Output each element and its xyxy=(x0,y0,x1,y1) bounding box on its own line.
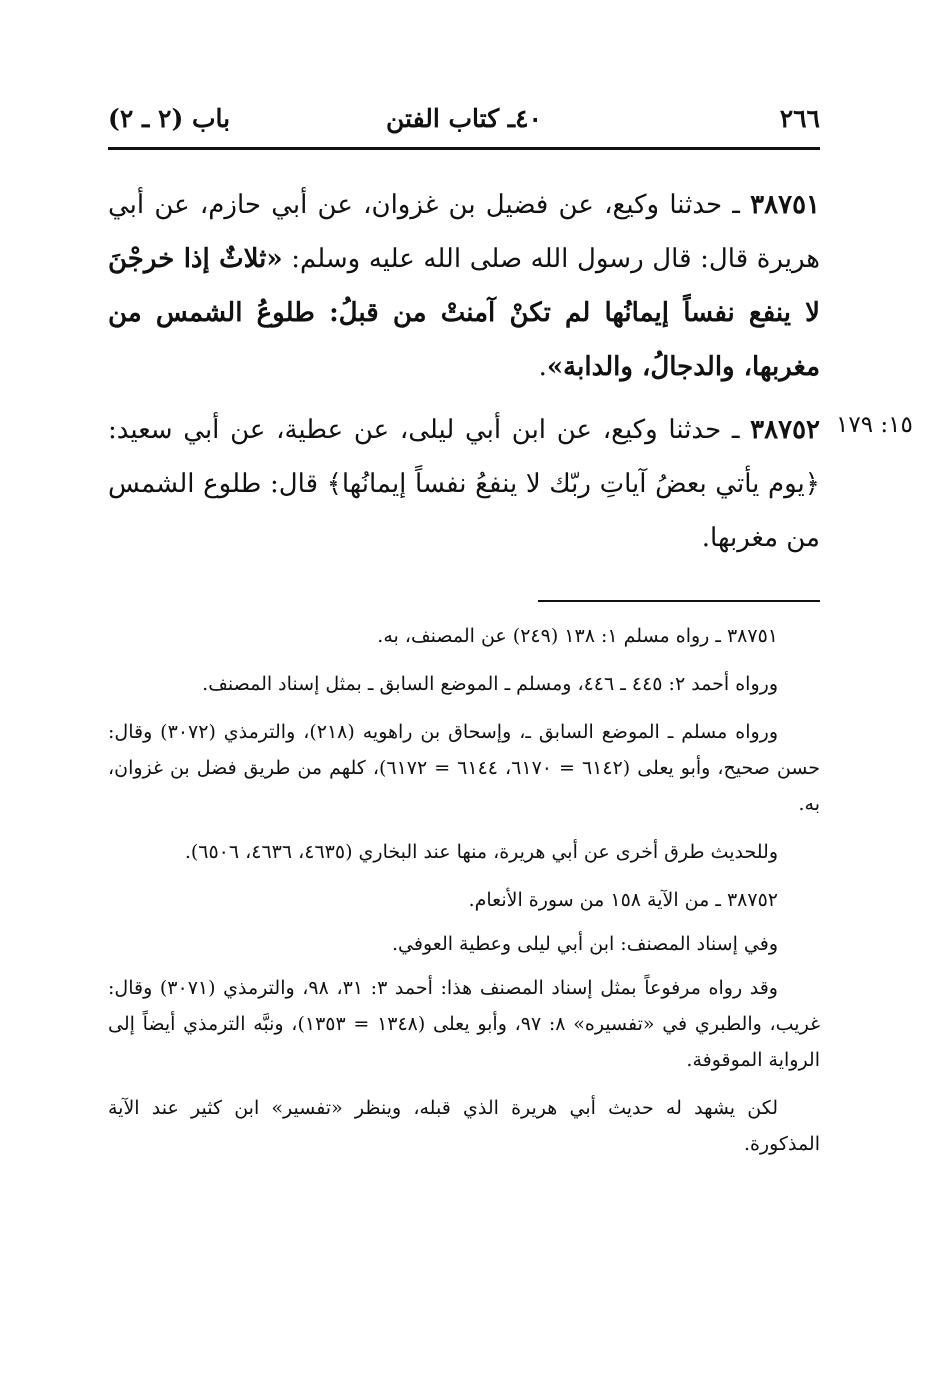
hadith-number: ٣٨٧٥٢ xyxy=(750,415,820,445)
footnote: لكن يشهد له حديث أبي هريرة الذي قبله، وينظر «تفسير» ابن كثير عند الآية المذكورة. xyxy=(108,1097,820,1155)
footnote: ورواه مسلم ـ الموضع السابق ـ، وإسحاق بن راهويه (٢١٨)، والترمذي (٣٠٧٢) وقال: حسن صحيح، وأبو يعلى (٦١٤٢ = ٦١٧٠، ٦١٤٤ = ٦١٧٢)، كلهم من طريق فضل بن غزوان، به. xyxy=(108,721,821,815)
footnote: وللحديث طرق أخرى عن أبي هريرة، منها عند البخاري (٤٦٣٥، ٤٦٣٦، ٦٥٠٦). xyxy=(184,841,778,863)
hadith-end: . xyxy=(538,352,547,382)
footnote: ورواه أحمد ٢: ٤٤٥ ـ ٤٤٦، ومسلم ـ الموضع السابق ـ بمثل إسناد المصنف. xyxy=(202,673,778,695)
hadith-number: ٣٨٧٥١ xyxy=(750,190,820,220)
chapter-label: باب (٢ ـ ٢) xyxy=(108,104,231,133)
book-title: ٤٠ـ كتاب الفتن xyxy=(386,104,542,133)
margin-reference: ١٥: ١٧٩ xyxy=(836,412,913,438)
footnote: وفي إسناد المصنف: ابن أبي ليلى وعطية العوفي. xyxy=(392,933,778,955)
hadith-38752 xyxy=(108,403,820,565)
hadith-text: ـ حدثنا وكيع، عن ابن أبي ليلى، عن عطية، عن أبي سعيد: ﴿يوم يأتي بعضُ آياتِ ربّك لا ينفعُ نفساً إيمانُها﴾ قال: طلوع الشمس من مغربها. xyxy=(108,415,820,553)
hadith-isnad: ـ حدثنا وكيع، عن فضيل بن غزوان، عن أبي حازم، عن أبي هريرة قال: قال رسول الله صلى الله عليه وسلم: xyxy=(108,190,820,274)
page-header xyxy=(108,100,820,140)
footnote: وقد رواه مرفوعاً بمثل إسناد المصنف هذا: أحمد ٣: ٣١، ٩٨، والترمذي (٣٠٧١) وقال: غريب، والطبري في «تفسيره» ٨: ٩٧، وأبو يعلى (١٣٤٨ = ١٣٥٣)، ونبَّه الترمذي أيضاً إلى الرواية الموقوفة. xyxy=(108,977,820,1071)
footnotes xyxy=(108,618,820,1174)
page-number: ٢٦٦ xyxy=(779,104,820,133)
hadith-matn: «ثلاثٌ إذا خرجْنَ لا ينفع نفساً إيمانُها لم تكنْ آمنتْ من قبلُ: طلوعُ الشمس من مغربها، والدجالُ، والدابة» xyxy=(108,244,820,382)
header-divider xyxy=(108,147,820,150)
footnote-divider xyxy=(538,600,820,602)
footnote: ٣٨٧٥١ ـ رواه مسلم ١: ١٣٨ (٢٤٩) عن المصنف، به. xyxy=(377,625,778,647)
hadith-38751 xyxy=(108,178,820,394)
footnote: ٣٨٧٥٢ ـ من الآية ١٥٨ من سورة الأنعام. xyxy=(468,889,778,911)
